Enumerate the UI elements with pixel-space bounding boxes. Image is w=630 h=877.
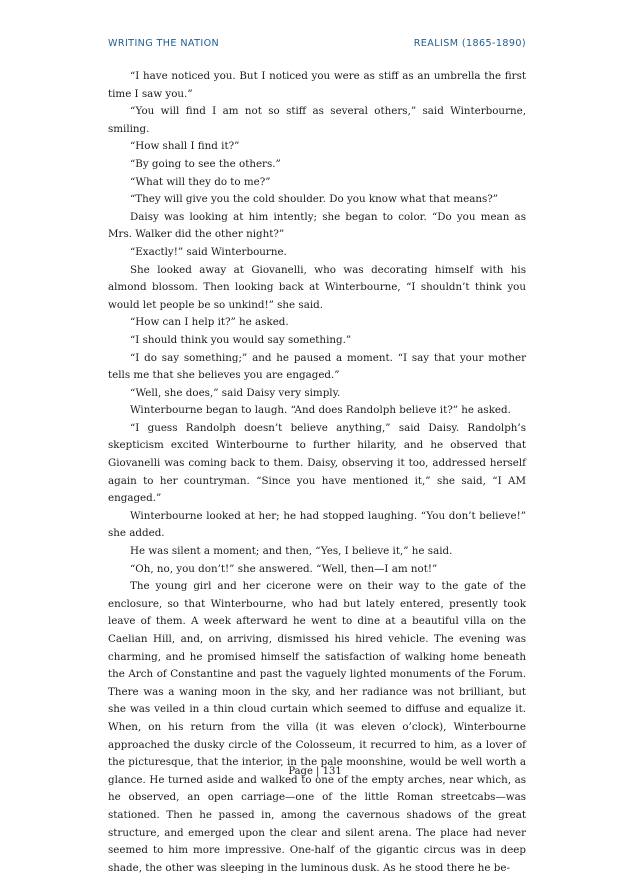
paragraph: “How shall I find it?”	[130, 140, 240, 153]
paragraph: He was silent a moment; and then, “Yes, I believe it,” he said.	[130, 545, 453, 558]
paragraph: “How can I help it?” he asked.	[130, 316, 289, 329]
paragraph: Daisy was looking at him intently; she began to color. “Do you mean as Mrs. Walker did the other night?”	[108, 210, 526, 241]
paragraph: “Well, she does,” said Daisy very simply.	[130, 386, 341, 399]
paragraph: “Exactly!” said Winterbourne.	[130, 245, 287, 258]
header-left: WRITING THE NATION	[108, 38, 220, 49]
paragraph: “What will they do to me?”	[130, 175, 271, 188]
paragraph: “You will find I am not so stiff as several others,” said Winterbourne, smiling.	[108, 105, 526, 135]
paragraph: “Oh, no, you don’t!” she answered. “Well, then—I am not!”	[130, 562, 438, 575]
paragraph: “I do say something;” and he paused a moment. “I say that your mother tells me that she believes you are engaged.”	[108, 351, 526, 382]
running-header	[108, 38, 526, 49]
paragraph: “I should think you would say something.”	[130, 333, 352, 346]
paragraph: The young girl and her cicerone were on their way to the gate of the enclosure, so that Winterbourne, who had but lately entered, presently took leave of them. A week afterward he went to dine at a beautiful villa on the Caelian Hill, and, on arriving, dismissed his hired vehicle. The evening was charming, and he promised himself the satisfaction of walking home beneath the Arch of Constantine and past the vaguely lighted monuments of the Forum. There was a waning moon in the sky, and her radiance was not brilliant, but she was veiled in a thin cloud curtain which seemed to diffuse and equalize it. When, on his return from the villa (it was eleven o’clock), Winterbourne approached the dusky circle of the Colosseum, it recurred to him, as a lover of the picturesque, that the interior, in the pale moonshine, would be well worth a glance. He turned aside and walked to one of the empty arches, near which, as he observed, an open carriage—one of the little Roman streetcabs—was stationed. Then he passed in, among the cavernous shadows of the great structure, and emerged upon the clear and silent arena. The place had never seemed to him more impressive. One-half of the gigantic circus was in deep shade, the other was sleeping in the luminous dusk. As he stood there he be-	[108, 580, 526, 874]
page-number: Page | 131	[288, 766, 342, 777]
page-footer	[0, 766, 630, 777]
paragraph: She looked away at Giovanelli, who was decorating himself with his almond blossom. Then looking back at Winterbourne, “I shouldn’t think you would let people be so unkind!” she said.	[108, 263, 526, 311]
paragraph: “By going to see the others.”	[130, 157, 281, 170]
paragraph: Winterbourne began to laugh. “And does Randolph believe it?” he asked.	[130, 404, 511, 417]
paragraph: “They will give you the cold shoulder. Do you know what that means?”	[130, 193, 499, 206]
paragraph: “I have noticed you. But I noticed you were as stiff as an umbrella the first time I saw you.”	[108, 70, 526, 100]
body-text	[108, 68, 526, 877]
header-right: REALISM (1865-1890)	[413, 38, 526, 49]
paragraph: Winterbourne looked at her; he had stopped laughing. “You don’t believe!” she added.	[108, 509, 526, 540]
paragraph: “I guess Randolph doesn’t believe anything,” said Daisy. Randolph’s skepticism excited Winterbourne to further hilarity, and he observed that Giovanelli was coming back to them. Daisy, observing it too, addressed herself again to her countryman. “Since you have mentioned it,” she said, “I AM engaged.”	[108, 421, 526, 505]
